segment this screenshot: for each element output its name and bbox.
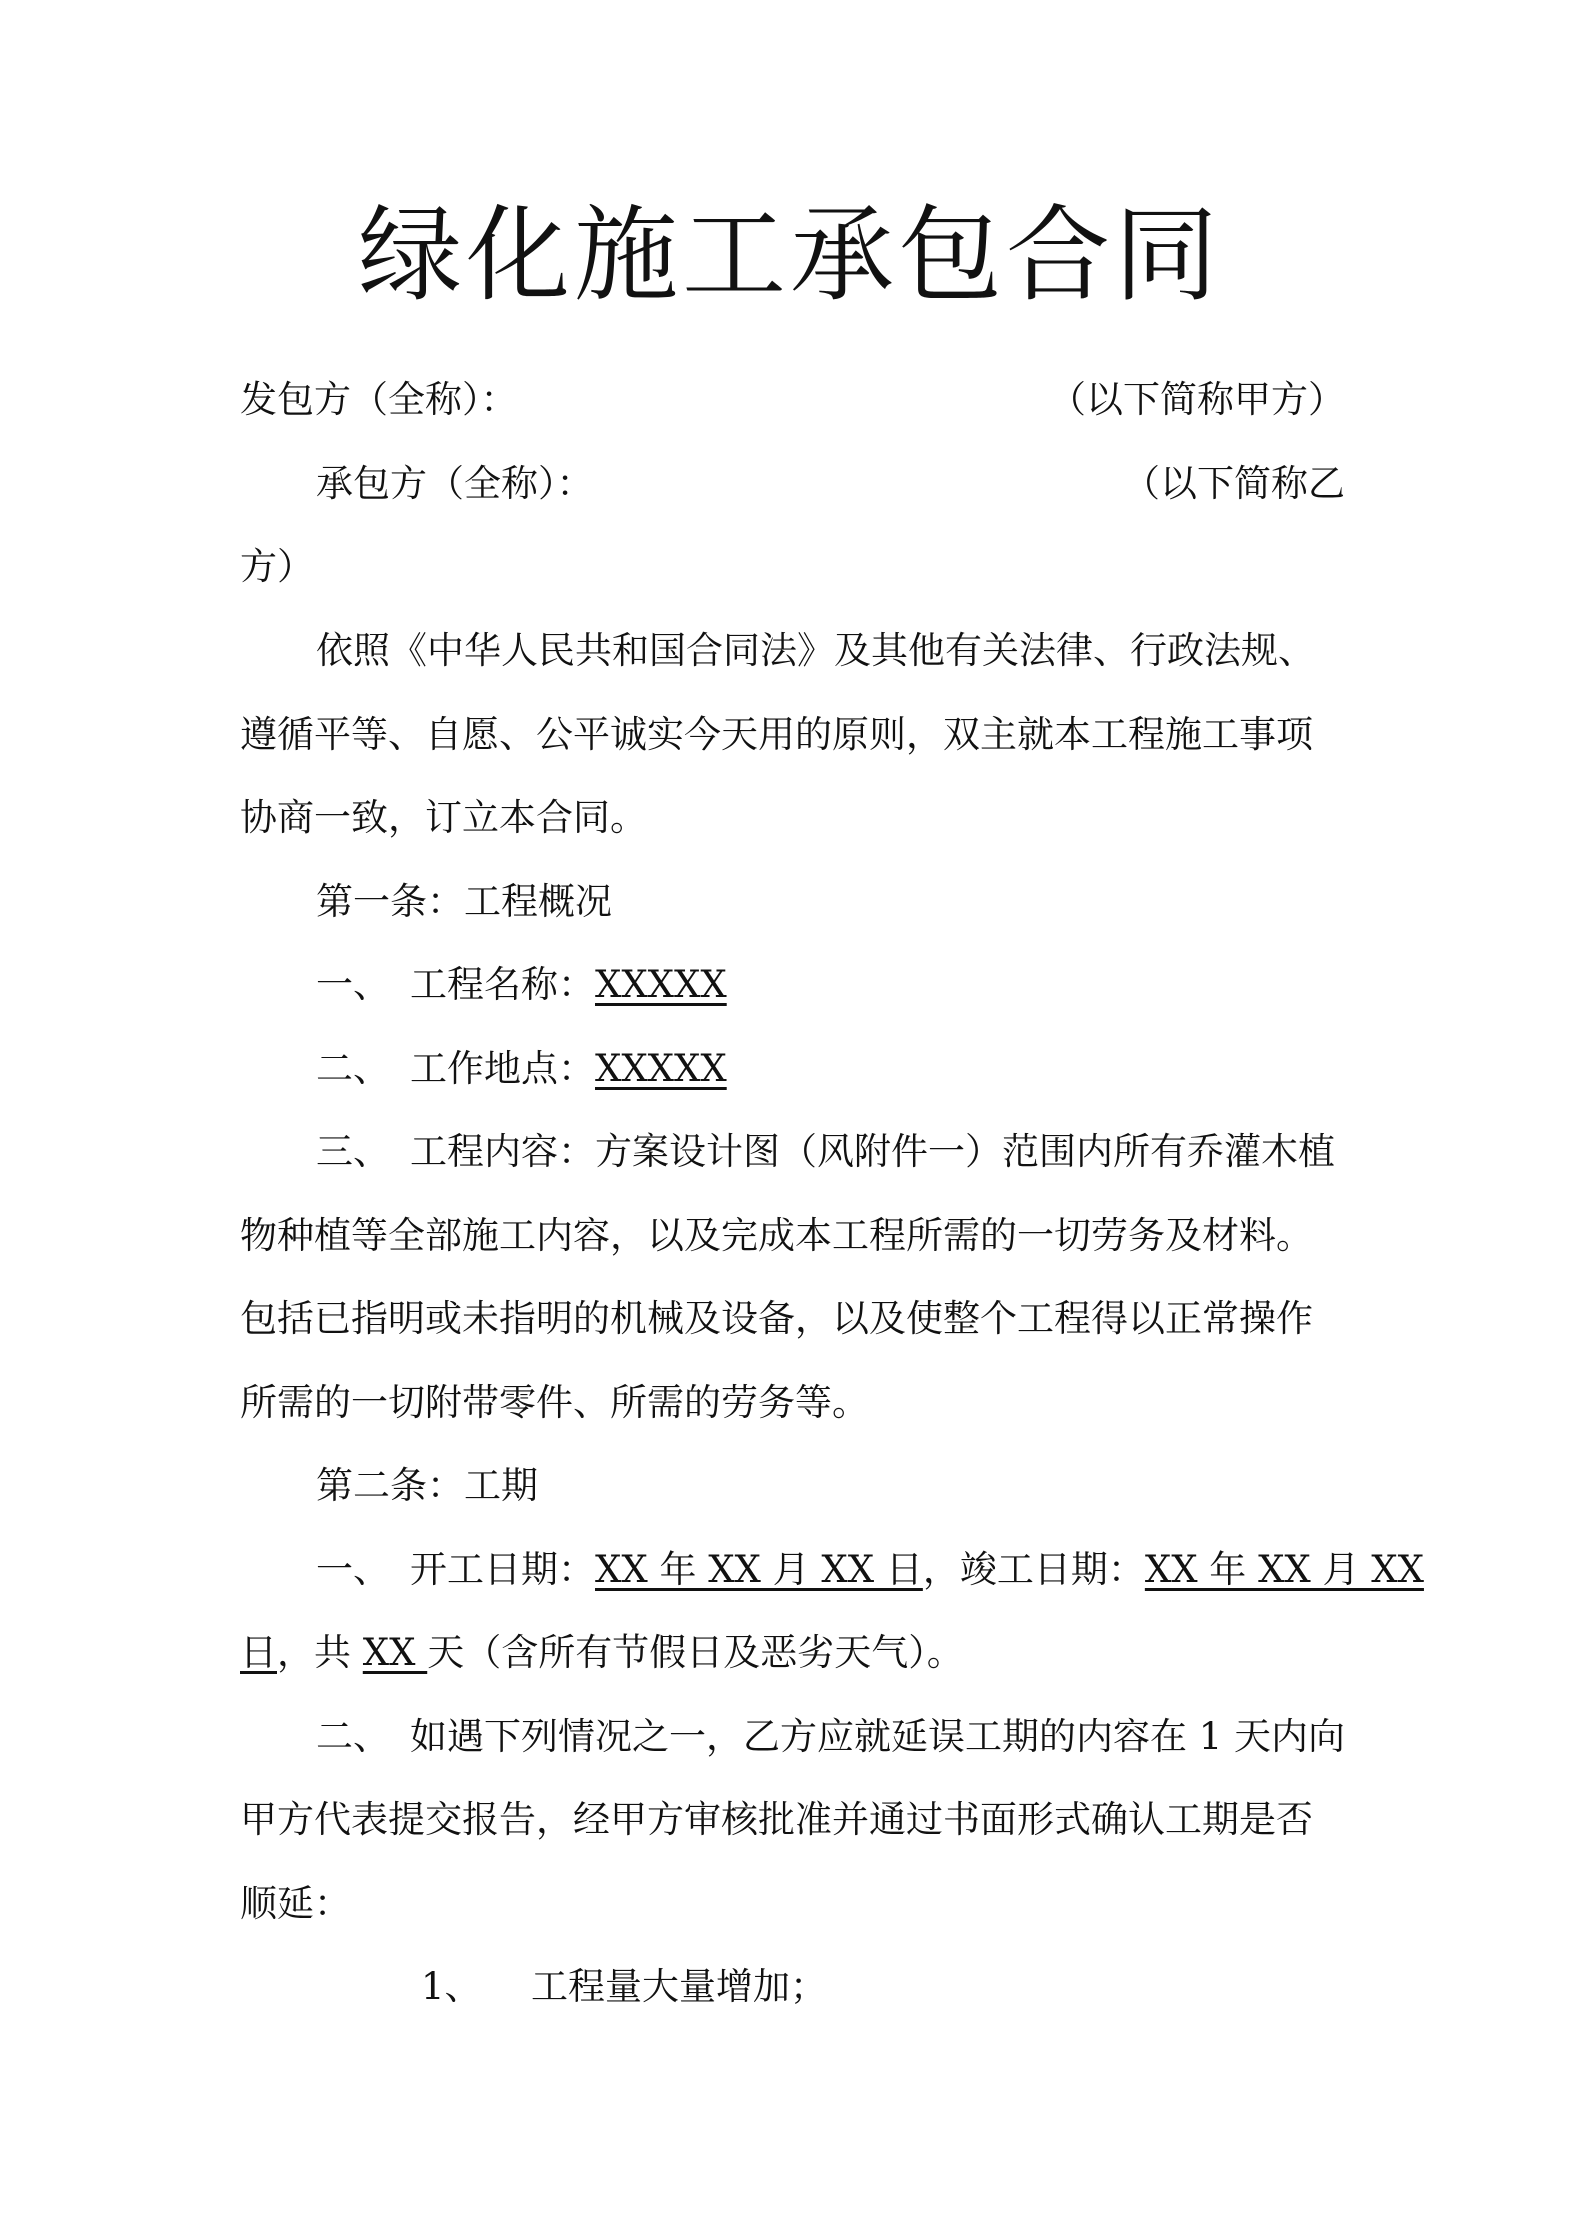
work-content-line-4: 所需的一切附带零件、所需的劳务等。 bbox=[240, 1381, 869, 1424]
start-date-label: 开工日期： bbox=[410, 1548, 595, 1591]
start-date-value: XX 年 XX 月 XX 日 bbox=[595, 1548, 923, 1591]
item-number: 二、 bbox=[316, 1715, 390, 1758]
item-number: 三、 bbox=[316, 1130, 390, 1173]
work-location-value: XXXXX bbox=[595, 1047, 727, 1090]
party-a-suffix: （以下简称甲方） bbox=[1049, 378, 1345, 421]
total-days-prefix: ，共 bbox=[277, 1631, 363, 1674]
delay-line-3: 顺延： bbox=[240, 1882, 351, 1925]
work-location-label: 工作地点： bbox=[410, 1047, 595, 1090]
total-days-value: XX bbox=[362, 1631, 428, 1674]
project-name-label: 工程名称： bbox=[410, 963, 595, 1006]
project-name-value: XXXXX bbox=[595, 963, 727, 1006]
delay-line-2: 甲方代表提交报告，经甲方审核批准并通过书面形式确认工期是否 bbox=[240, 1798, 1313, 1841]
preamble-line-2: 遵循平等、自愿、公平诚实今天用的原则，双主就本工程施工事项 bbox=[240, 713, 1313, 756]
work-content-line-1: 工程内容：方案设计图（风附件一）范围内所有乔灌木植 bbox=[410, 1130, 1335, 1173]
party-a-label: 发包方（全称）： bbox=[240, 378, 518, 421]
preamble-line-3: 协商一致，订立本合同。 bbox=[240, 796, 647, 839]
item-number: 二、 bbox=[316, 1047, 390, 1090]
article-2-item-1-cont bbox=[240, 1628, 1345, 1678]
article-1-item-1 bbox=[316, 960, 1345, 1010]
total-days-suffix: 天（含所有节假日及恶劣天气）。 bbox=[427, 1631, 964, 1674]
sub-item-number: 1、 bbox=[421, 1965, 482, 2008]
article-1-item-3 bbox=[316, 1127, 1345, 1177]
work-content-line-3: 包括已指明或未指明的机械及设备，以及使整个工程得以正常操作 bbox=[240, 1297, 1313, 1340]
delay-line-1: 如遇下列情况之一，乙方应就延误工期的内容在 1 天内向 bbox=[410, 1715, 1346, 1758]
party-b-suffix-cont: 方） bbox=[240, 545, 314, 588]
article-2-item-1 bbox=[316, 1545, 1424, 1595]
document-title: 绿化施工承包合同 bbox=[357, 194, 1222, 316]
article-2-sub-1 bbox=[421, 1962, 1345, 2012]
item-number: 一、 bbox=[316, 1548, 390, 1591]
party-b-line bbox=[316, 459, 1345, 509]
article-2-heading: 第二条：工期 bbox=[316, 1464, 538, 1507]
sub-item-text: 工程量大量增加； bbox=[531, 1965, 827, 2008]
preamble-line-1: 依照《中华人民共和国合同法》及其他有关法律、行政法规、 bbox=[316, 629, 1315, 672]
item-number: 一、 bbox=[316, 963, 390, 1006]
party-a-line bbox=[240, 375, 1345, 425]
article-1-heading: 第一条：工程概况 bbox=[316, 880, 612, 923]
end-date-label: 竣工日期： bbox=[959, 1548, 1145, 1591]
party-b-suffix: （以下简称乙 bbox=[1123, 462, 1345, 505]
end-date-value: XX 年 XX 月 XX bbox=[1144, 1548, 1424, 1591]
party-b-label: 承包方（全称）： bbox=[316, 462, 594, 505]
date-separator: ， bbox=[922, 1548, 960, 1591]
end-date-value-cont: 日 bbox=[240, 1631, 277, 1674]
article-2-item-2 bbox=[316, 1712, 1345, 1762]
article-1-item-2 bbox=[316, 1044, 1345, 1094]
work-content-line-2: 物种植等全部施工内容，以及完成本工程所需的一切劳务及材料。 bbox=[240, 1214, 1313, 1257]
